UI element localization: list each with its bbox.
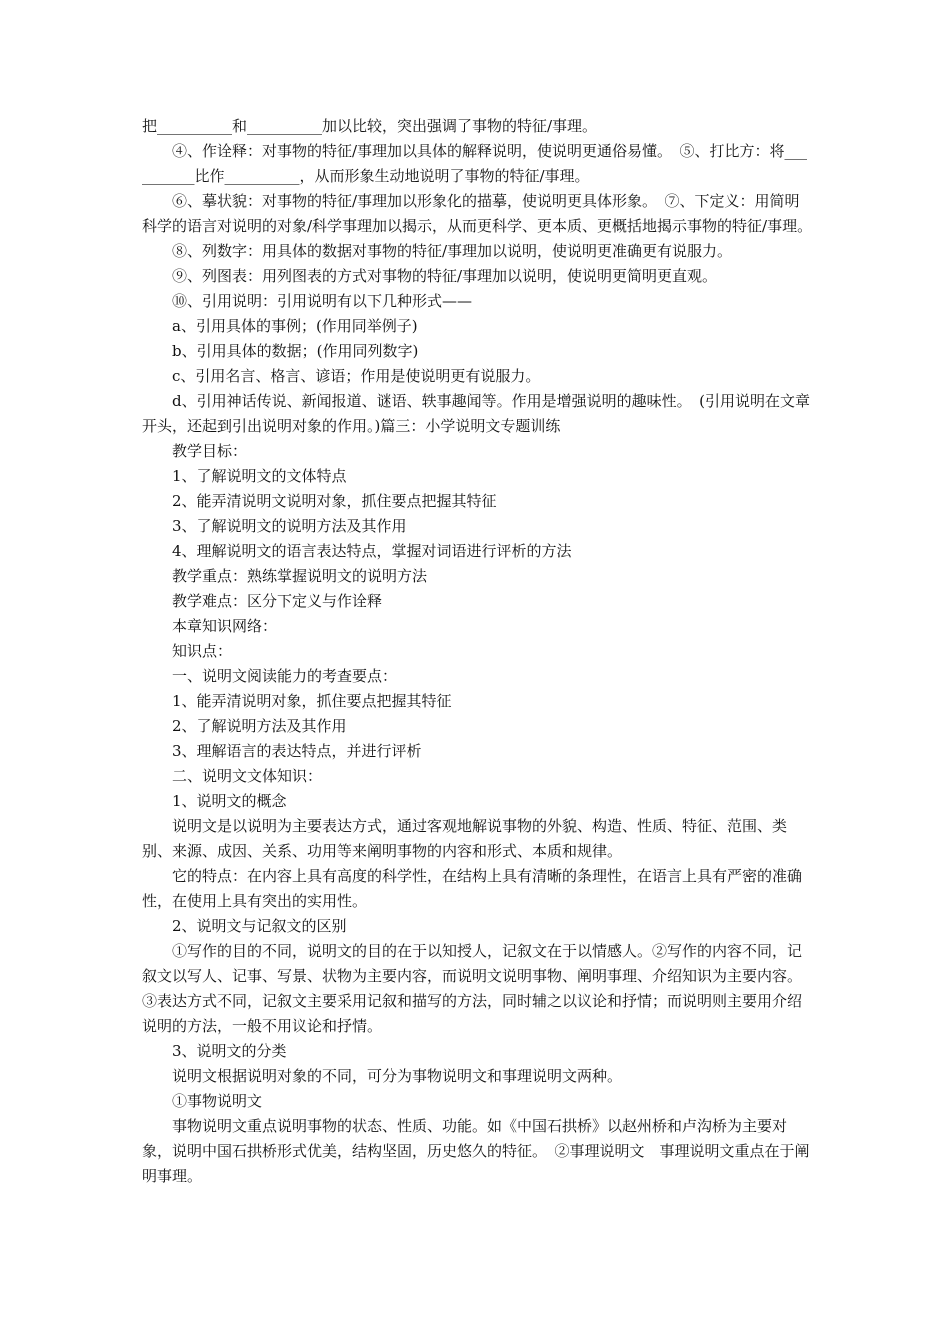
section-one-item-1: 1、能弄清说明对象，抓住要点把握其特征	[172, 692, 452, 710]
features-paragraph: 它的特点：在内容上具有高度的科学性，在结构上具有清晰的条理性，在语言上具有严密的准确性，在使用上具有突出的实用性。	[142, 867, 803, 910]
paragraph-comparison-continued: 把__________和__________加以比较，突出强调了事物的特征/事理。	[142, 117, 598, 135]
citation-item-b: b、引用具体的数据；(作用同列数字)	[172, 342, 419, 360]
thing-explanation-heading: ①事物说明文	[172, 1092, 263, 1110]
paragraph-charts: ⑨、列图表：用列图表的方式对事物的特征/事理加以说明，使说明更简明更直观。	[172, 267, 718, 285]
thing-explanation-paragraph: 事物说明文重点说明事物的状态、性质、功能。如《中国石拱桥》以赵州桥和卢沟桥为主要对象，说明中国石拱桥形式优美，结构坚固，历史悠久的特征。 ②事理说明文 事理说明文重点在于阐明事理。	[142, 1117, 810, 1185]
paragraph-numbers: ⑧、列数字：用具体的数据对事物的特征/事理加以说明，使说明更准确更有说服力。	[172, 242, 733, 260]
knowledge-points-heading: 知识点：	[172, 642, 233, 660]
teaching-goal-4: 4、理解说明文的语言表达特点，掌握对词语进行评析的方法	[172, 542, 572, 560]
citation-item-c: c、引用名言、格言、谚语；作用是使说明更有说服力。	[172, 367, 541, 385]
difference-paragraph: ①写作的目的不同，说明文的目的在于以知授人，记叙文在于以情感人。②写作的内容不同，记叙文以写人、记事、写景、状物为主要内容，而说明文说明事物、阐明事理、介绍知识为主要内容。③表达方式不同，记叙文主要采用记叙和描写的方法，同时辅之以议论和抒情；而说明则主要用介绍说明的方法，一般不用议论和抒情。	[142, 942, 803, 1035]
classification-paragraph: 说明文根据说明对象的不同，可分为事物说明文和事理说明文两种。	[172, 1067, 623, 1085]
section-one-heading: 一、说明文阅读能力的考查要点：	[172, 667, 398, 685]
concept-heading: 1、说明文的概念	[172, 792, 287, 810]
citation-item-d: d、引用神话传说、新闻报道、谜语、轶事趣闻等。作用是增强说明的趣味性。 (引用说明在文章开头，还起到引出说明对象的作用。)篇三：小学说明文专题训练	[142, 392, 810, 435]
teaching-goal-3: 3、了解说明文的说明方法及其作用	[172, 517, 407, 535]
paragraph-citation: ⑩、引用说明：引用说明有以下几种形式——	[172, 292, 473, 310]
paragraph-explanation-and-metaphor: ④、作诠释：对事物的特征/事理加以具体的解释说明，使说明更通俗易懂。 ⑤、打比方：将__________比作__________，从而形象生动地说明了事物的特征/事理。	[142, 142, 808, 185]
section-two-heading: 二、说明文文体知识：	[172, 767, 323, 785]
citation-item-a: a、引用具体的事例；(作用同举例子)	[172, 317, 418, 335]
teaching-focus: 教学重点：熟练掌握说明文的说明方法	[172, 567, 428, 585]
teaching-goals-heading: 教学目标：	[172, 442, 248, 460]
section-one-item-2: 2、了解说明方法及其作用	[172, 717, 347, 735]
classification-heading: 3、说明文的分类	[172, 1042, 287, 1060]
knowledge-network-heading: 本章知识网络：	[172, 617, 278, 635]
paragraph-description-and-definition: ⑥、摹状貌：对事物的特征/事理加以形象化的描摹，使说明更具体形象。 ⑦、下定义：用简明科学的语言对说明的对象/科学事理加以揭示，从而更科学、更本质、更概括地揭示事物的特征/事理。	[142, 192, 813, 235]
teaching-goal-1: 1、了解说明文的文体特点	[172, 467, 347, 485]
difference-heading: 2、说明文与记叙文的区别	[172, 917, 347, 935]
teaching-goal-2: 2、能弄清说明文说明对象，抓住要点把握其特征	[172, 492, 497, 510]
teaching-difficulty: 教学难点：区分下定义与作诠释	[172, 592, 383, 610]
document-body	[142, 114, 814, 1189]
concept-paragraph: 说明文是以说明为主要表达方式，通过客观地解说事物的外貌、构造、性质、特征、范围、类别、来源、成因、关系、功用等来阐明事物的内容和形式、本质和规律。	[142, 817, 788, 860]
section-one-item-3: 3、理解语言的表达特点，并进行评析	[172, 742, 422, 760]
